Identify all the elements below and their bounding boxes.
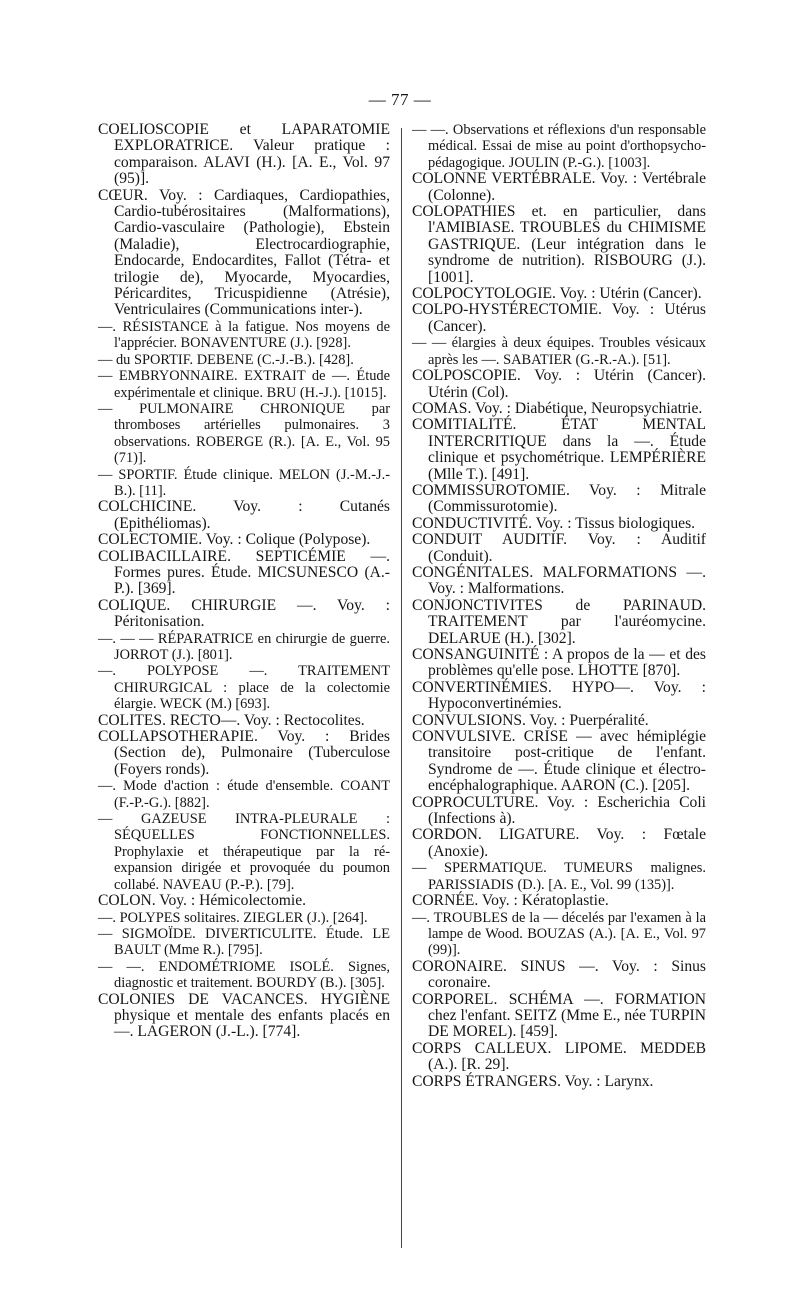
index-heading-entry: COLPO-HYSTÉRECTOMIE. Voy. : Utérus (Cancer). bbox=[412, 301, 706, 335]
index-heading-entry: CORPS CALLEUX. LIPOME. MEDDEB (A.). [R. 29]. bbox=[412, 1039, 706, 1074]
index-subentry: —. RÉSISTANCE à la fatigue. Nos moyens de l'apprécier. BONAVENTURE (J.). [928]. bbox=[98, 318, 390, 352]
index-subentry: —. — — RÉPARATRICE en chirurgie de guerre. JORROT (J.). [801]. bbox=[98, 630, 390, 663]
column-divider bbox=[401, 128, 402, 1248]
index-heading-entry: CORPS ÉTRANGERS. Voy. : Larynx. bbox=[412, 1072, 654, 1090]
index-heading-entry: COLOPATHIES et. en particulier, dans l'AMIBIASE. TROUBLES du CHIMISME GASTRIQUE. (Leur intégration dans le syndrome de nutrition). RISBOURG (J.). [1001]. bbox=[412, 203, 706, 286]
index-heading-entry: CORONAIRE. SINUS —. Voy. : Sinus coronaire. bbox=[412, 957, 706, 992]
index-heading-entry: COMMISSUROTOMIE. Voy. : Mitrale (Commissurotomie). bbox=[412, 481, 706, 516]
index-heading-entry: COLPOCYTOLOGIE. Voy. : Utérin (Cancer). bbox=[412, 285, 702, 303]
index-subentry: — du SPORTIF. DEBENE (C.-J.-B.). [428]. bbox=[98, 351, 354, 368]
index-subentry: — GAZEUSE INTRA-PLEURALE : SÉQUELLES FONCTIONNELLES. Prophylaxie et thérapeutique par la ré-expansion dirigée et provoquée du poumon collabé. NAVEAU (P.-P.). [79]. bbox=[98, 811, 390, 893]
index-heading-entry: COELIOSCOPIE et LAPARATOMIE EXPLORATRICE. Valeur pratique : comparaison. ALAVI (H.). [A. E., Vol. 97 (95)]. bbox=[98, 121, 390, 188]
index-subentry: —. Mode d'action : étude d'ensemble. COANT (F.-P.-G.). [882]. bbox=[98, 778, 390, 811]
index-heading-entry: CORDON. LIGATURE. Voy. : Fœtale (Anoxie). bbox=[412, 826, 706, 860]
index-subentry: — —. Observations et réflexions d'un responsable médical. Essai de mise au point d'orthopsycho-pédagogique. JOULIN (P.-G.). [1003]. bbox=[412, 122, 706, 171]
left-column bbox=[98, 122, 390, 1041]
index-heading-entry: COLITES. RECTO—. Voy. : Rectocolites. bbox=[98, 711, 365, 729]
index-heading-entry: CORPOREL. SCHÉMA —. FORMATION chez l'enfant. SEITZ (Mme E., née TURPIN DE MOREL). [459]. bbox=[412, 990, 706, 1041]
index-heading-entry: COMITIALITÉ. ÉTAT MENTAL INTERCRITIQUE dans la —. Étude clinique et psychométrique. LEMPÉRIÈRE (Mlle T.). [491]. bbox=[412, 416, 706, 483]
page-number: — 77 — bbox=[368, 90, 432, 109]
index-heading-entry: CONDUIT AUDITIF. Voy. : Auditif (Conduit). bbox=[412, 531, 706, 565]
index-heading-entry: CONVULSIONS. Voy. : Puerpéralité. bbox=[412, 711, 649, 729]
index-heading-entry: CONJONCTIVITES de PARINAUD. TRAITEMENT par l'auréomycine. DELARUE (H.). [302]. bbox=[412, 596, 706, 647]
index-heading-entry: COPROCULTURE. Voy. : Escherichia Coli (Infections à). bbox=[412, 793, 706, 828]
index-heading-entry: COLECTOMIE. Voy. : Colique (Polypose). bbox=[98, 531, 371, 549]
index-heading-entry: COLPOSCOPIE. Voy. : Utérin (Cancer). Utérin (Col). bbox=[412, 367, 706, 401]
index-heading-entry: CŒUR. Voy. : Cardiaques, Cardiopathies, Cardio-tubérositaires (Malformations), Cardio-vasculaire (Pathologie), Ebstein (Maladie), Electrocardiographie, Endocarde, Endocardites, Fallot (Tétra- et trilogie de), Myocarde, Myocardies, Péricardites, Tricuspidienne (Atrésie), Ventriculaires (Communications inter-). bbox=[98, 186, 390, 319]
right-column bbox=[412, 122, 706, 1090]
index-heading-entry: COLCHICINE. Voy. : Cutanés (Epithéliomas). bbox=[98, 498, 390, 532]
index-heading-entry: COLIBACILLAIRE. SEPTICÉMIE —. Formes pures. Étude. MICSUNESCO (A.-P.). [369]. bbox=[98, 547, 390, 598]
index-heading-entry: COMAS. Voy. : Diabétique, Neuropsychiatrie. bbox=[412, 399, 703, 417]
index-subentry: — EMBRYONNAIRE. EXTRAIT de —. Étude expérimentale et clinique. BRU (H.-J.). [1015]. bbox=[98, 368, 390, 401]
index-heading-entry: CONVERTINÉMIES. HYPO—. Voy. : Hypoconvertinémies. bbox=[412, 678, 706, 713]
index-subentry: — SPERMATIQUE. TUMEURS malignes. PARISSIADIS (D.). [A. E., Vol. 99 (135)]. bbox=[412, 860, 706, 893]
index-subentry: — SPORTIF. Étude clinique. MELON (J.-M.-J.-B.). [11]. bbox=[98, 466, 390, 499]
index-heading-entry: CONVULSIVE. CRISE — avec hémiplégie transitoire post-critique de l'enfant. Syndrome de —. Étude clinique et électro-encéphalographique. AARON (C.). [205]. bbox=[412, 728, 706, 795]
index-heading-entry: CORNÉE. Voy. : Kératoplastie. bbox=[412, 892, 609, 910]
index-heading-entry: CONGÉNITALES. MALFORMATIONS —. Voy. : Malformations. bbox=[412, 563, 706, 598]
index-subentry: — SIGMOÏDE. DIVERTICULITE. Étude. LE BAULT (Mme R.). [795]. bbox=[98, 925, 390, 959]
index-heading-entry: COLONNE VERTÉBRALE. Voy. : Vertébrale (Colonne). bbox=[412, 170, 706, 204]
index-heading-entry: CONSANGUINITÉ : A propos de la — et des problèmes qu'elle pose. LHOTTE [870]. bbox=[412, 646, 706, 680]
index-heading-entry: COLON. Voy. : Hémicolectomie. bbox=[98, 892, 307, 910]
index-subentry: —. POLYPES solitaires. ZIEGLER (J.). [264]. bbox=[98, 909, 368, 926]
index-heading-entry: COLLAPSOTHERAPIE. Voy. : Brides (Section de), Pulmonaire (Tuberculose (Foyers ronds). bbox=[98, 728, 390, 778]
index-heading-entry: COLONIES DE VACANCES. HYGIÈNE physique et mentale des enfants placés en —. LAGERON (J.-L.). [774]. bbox=[98, 990, 390, 1041]
index-subentry: — —. ENDOMÉTRIOME ISOLÉ. Signes, diagnostic et traitement. BOURDY (B.). [305]. bbox=[98, 958, 390, 992]
index-subentry: —. POLYPOSE —. TRAITEMENT CHIRURGICAL : place de la colectomie élargie. WECK (M.) [693]. bbox=[98, 663, 390, 713]
index-subentry: — PULMONAIRE CHRONIQUE par thromboses artérielles pulmonaires. 3 observations. ROBERGE (R.). [A. E., Vol. 95 (71)]. bbox=[98, 400, 390, 467]
index-heading-entry: CONDUCTIVITÉ. Voy. : Tissus biologiques. bbox=[412, 514, 696, 532]
index-subentry: —. TROUBLES de la — décelés par l'examen à la lampe de Wood. BOUZAS (A.). [A. E., Vol. 97 (99)]. bbox=[412, 909, 706, 959]
index-subentry: — — élargies à deux équipes. Troubles vésicaux après les —. SABATIER (G.-R.-A.). [51]. bbox=[412, 335, 706, 368]
index-heading-entry: COLIQUE. CHIRURGIE —. Voy. : Péritonisation. bbox=[98, 596, 390, 631]
